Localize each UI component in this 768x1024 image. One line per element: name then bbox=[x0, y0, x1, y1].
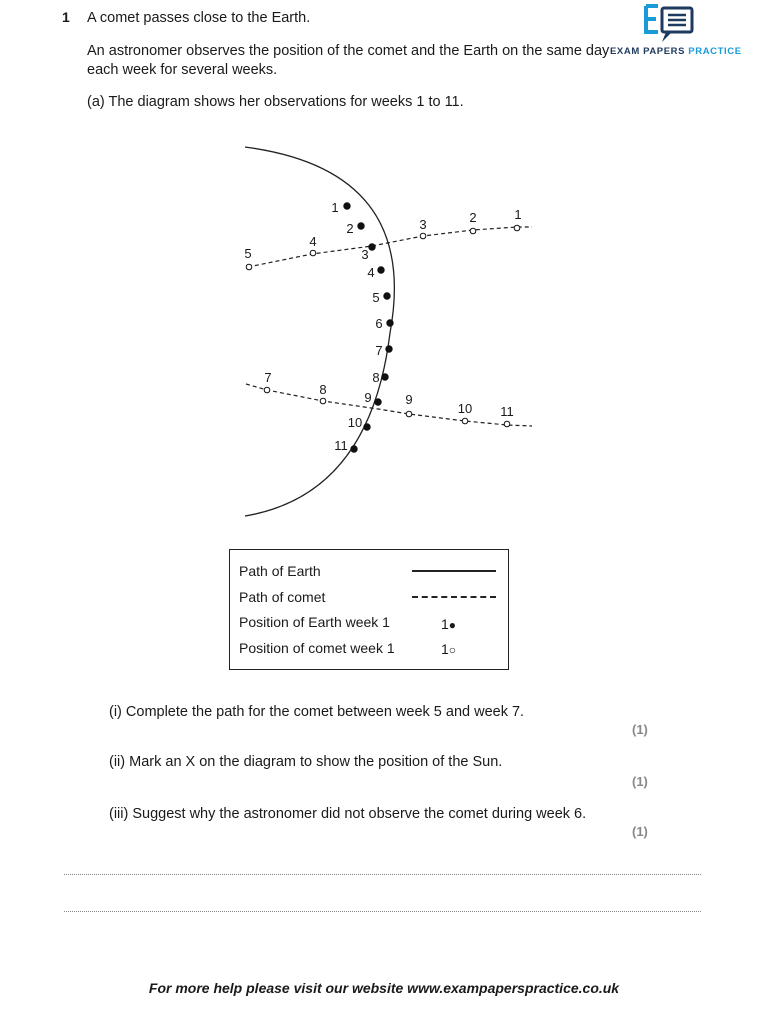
earth-path bbox=[245, 147, 394, 516]
earth-week-10-label: 10 bbox=[347, 415, 363, 430]
comet-week-10-label: 10 bbox=[457, 401, 473, 416]
comet-week-11-label: 11 bbox=[500, 404, 514, 419]
earth-week-1-label: 1 bbox=[331, 200, 339, 215]
earth-week-10-marker bbox=[364, 424, 370, 430]
earth-week-8-marker bbox=[382, 374, 388, 380]
part-a-text: (a) The diagram shows her observations for weeks 1 to 11. bbox=[87, 94, 464, 110]
legend-box bbox=[229, 549, 509, 670]
comet-week-8-marker bbox=[320, 398, 326, 404]
answer-line-2[interactable] bbox=[64, 911, 701, 912]
comet-positions-upper bbox=[244, 207, 521, 270]
comet-week-11-marker bbox=[504, 421, 510, 427]
comet-week-8-label: 8 bbox=[319, 382, 327, 397]
marks-ii: (1) bbox=[632, 774, 648, 789]
earth-week-8-label: 8 bbox=[372, 370, 380, 385]
subquestion-ii: (ii) Mark an X on the diagram to show the position of the Sun. bbox=[109, 754, 503, 770]
earth-week-11-marker bbox=[351, 446, 357, 452]
question-observation-cont: each week for several weeks. bbox=[87, 62, 278, 78]
legend-dashed-line bbox=[412, 596, 496, 598]
earth-week-4-marker bbox=[378, 267, 384, 273]
earth-week-2-label: 2 bbox=[346, 221, 354, 236]
comet-week-1-marker bbox=[514, 225, 520, 231]
marks-i: (1) bbox=[632, 722, 648, 737]
legend-comet-path-label: Path of comet bbox=[239, 589, 326, 605]
comet-week-4-marker bbox=[310, 250, 316, 256]
legend-earth-symbol: 1● bbox=[441, 616, 457, 632]
earth-week-11-label: 11 bbox=[334, 438, 348, 453]
comet-week-9-label: 9 bbox=[405, 392, 413, 407]
comet-week-9-marker bbox=[406, 411, 412, 417]
comet-week-4-label: 4 bbox=[309, 234, 317, 249]
earth-week-7-label: 7 bbox=[375, 343, 383, 358]
comet-week-2-marker bbox=[470, 228, 476, 234]
comet-week-2-label: 2 bbox=[469, 210, 477, 225]
legend-comet-position-label: Position of comet week 1 bbox=[239, 640, 395, 656]
comet-week-7-label: 7 bbox=[264, 370, 272, 385]
earth-week-4-label: 4 bbox=[367, 265, 375, 280]
legend-comet-symbol: 1○ bbox=[441, 641, 457, 657]
earth-week-5-marker bbox=[384, 293, 390, 299]
footer-text: For more help please visit our website www.exampaperspractice.co.uk bbox=[148, 980, 620, 996]
exam-papers-practice-logo bbox=[608, 2, 742, 62]
marks-iii: (1) bbox=[632, 824, 648, 839]
logo-text: EXAM PAPERS PRACTICE bbox=[610, 46, 742, 57]
question-number: 1 bbox=[62, 9, 70, 25]
comet-week-7-marker bbox=[264, 387, 270, 393]
earth-week-7-marker bbox=[386, 346, 392, 352]
comet-positions-lower bbox=[264, 370, 514, 427]
earth-week-5-label: 5 bbox=[372, 290, 380, 305]
earth-week-6-label: 6 bbox=[375, 316, 383, 331]
logo-icon bbox=[644, 2, 704, 46]
earth-week-3-marker bbox=[369, 244, 375, 250]
legend-solid-line bbox=[412, 570, 496, 572]
comet-week-1-label: 1 bbox=[514, 207, 522, 222]
orbit-diagram bbox=[230, 140, 540, 525]
earth-week-9-label: 9 bbox=[364, 390, 372, 405]
answer-line-1[interactable] bbox=[64, 874, 701, 875]
earth-positions bbox=[331, 200, 393, 453]
comet-week-5-marker bbox=[246, 264, 252, 270]
earth-week-1-marker bbox=[344, 203, 350, 209]
question-observation: An astronomer observes the position of the comet and the Earth on the same day bbox=[87, 43, 610, 59]
legend-earth-path-label: Path of Earth bbox=[239, 563, 321, 579]
legend-earth-position-label: Position of Earth week 1 bbox=[239, 614, 390, 630]
comet-week-3-marker bbox=[420, 233, 426, 239]
comet-week-3-label: 3 bbox=[419, 217, 427, 232]
question-intro: A comet passes close to the Earth. bbox=[87, 10, 311, 26]
earth-week-2-marker bbox=[358, 223, 364, 229]
earth-week-6-marker bbox=[387, 320, 393, 326]
earth-week-9-marker bbox=[375, 399, 381, 405]
comet-path-lower bbox=[246, 384, 532, 426]
subquestion-iii: (iii) Suggest why the astronomer did not observe the comet during week 6. bbox=[109, 806, 587, 822]
comet-week-10-marker bbox=[462, 418, 468, 424]
subquestion-i: (i) Complete the path for the comet between week 5 and week 7. bbox=[109, 704, 525, 720]
comet-week-5-label: 5 bbox=[244, 246, 252, 261]
earth-week-3-label: 3 bbox=[361, 247, 369, 262]
